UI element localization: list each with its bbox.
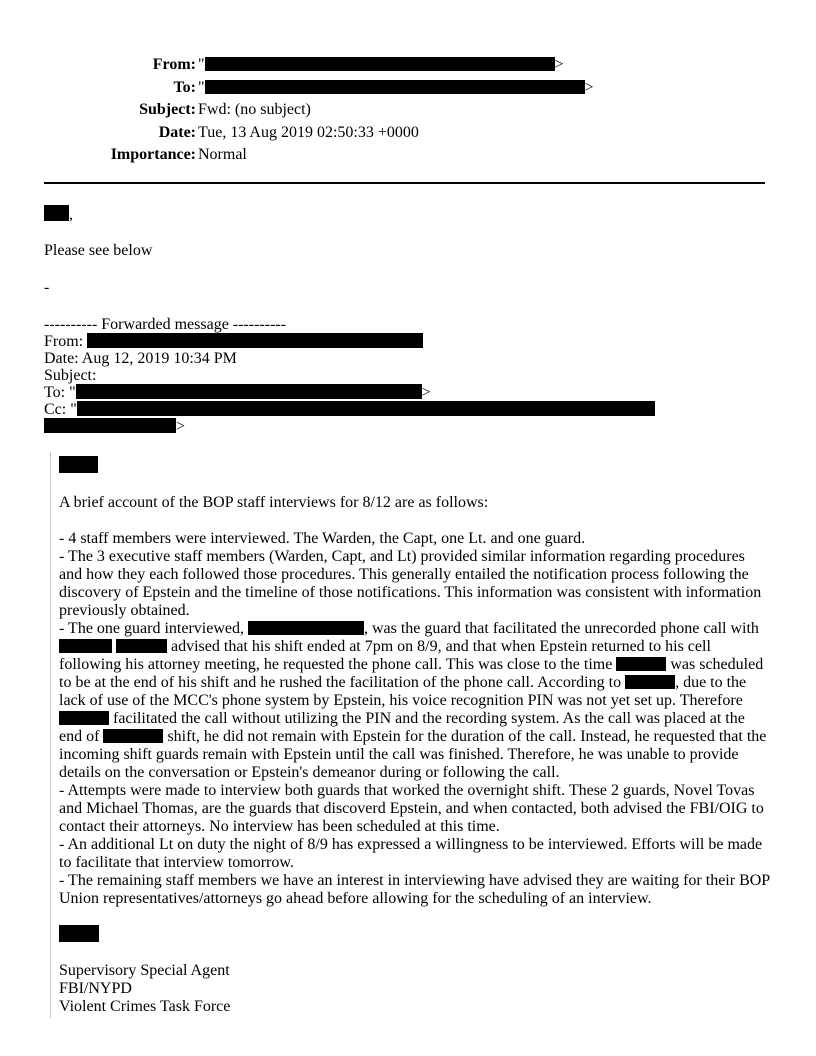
redaction-box — [59, 456, 98, 473]
redaction-box — [59, 711, 109, 725]
importance-value: Normal — [198, 146, 247, 163]
bullet-additional-lt: - An additional Lt on duty the night of 8/9 has expressed a willingness to be interviewed. Efforts will be made to facilitate that interview tomorrow. — [59, 836, 763, 871]
forwarded-from-line: From: — [44, 333, 423, 351]
signature-title: Supervisory Special Agent — [59, 962, 230, 979]
redaction-box — [205, 57, 555, 71]
quote-bar — [50, 452, 51, 1018]
bullet-remaining-staff: - The remaining staff members we have an interest in interviewing have advised they are waiting for their BOP Union representatives/attorneys go ahead before allowing for the scheduling of an interview. — [59, 872, 770, 907]
bullet-executive-staff: - The 3 executive staff members (Warden, Capt, and Lt) provided similar information regarding procedures and how they each followed those procedures. This generally entailed the notification process following the discovery of Epstein and the timeline of those notifications. This information was consistent with information previously obtained. — [59, 548, 762, 619]
dash-line: - — [44, 279, 50, 296]
redaction-box — [76, 384, 422, 399]
signature-org: FBI/NYPD — [59, 980, 132, 997]
forwarded-cc-continuation: > — [44, 418, 185, 436]
redaction-box — [205, 80, 585, 94]
redaction-box — [248, 621, 364, 635]
message-intro: A brief account of the BOP staff interviews for 8/12 are as follows: — [59, 494, 489, 511]
redaction-box — [59, 925, 99, 942]
bullet-staff-count: - 4 staff members were interviewed. The Warden, the Capt, one Lt. and one guard. — [59, 530, 586, 547]
subject-label: Subject: — [139, 101, 196, 118]
header-divider — [44, 182, 765, 184]
date-label: Date: — [158, 123, 196, 141]
intro-text: Please see below — [44, 242, 153, 259]
importance-label: Importance: — [110, 146, 196, 163]
redaction-box — [103, 729, 163, 743]
signature-name — [59, 925, 771, 945]
signature-unit: Violent Crimes Task Force — [59, 998, 231, 1015]
header-subject-row — [0, 99, 816, 122]
redaction-box — [44, 205, 69, 221]
to-value: " > — [198, 78, 594, 96]
redaction-box — [625, 675, 675, 689]
bullet-overnight-guards: - Attempts were made to interview both guards that worked the overnight shift. These 2 guards, Novel Tovas and Michael Thomas, are the guards that discoverd Epstein, and when contacted, both advised the FBI/OIG to contact their attorneys. No interview has been scheduled at this time. — [59, 782, 764, 835]
forwarded-cc-line: Cc: " — [44, 401, 655, 419]
redaction-box — [616, 657, 666, 671]
header-date-row — [0, 122, 816, 145]
greeting: , — [44, 205, 73, 224]
redaction-box — [59, 639, 112, 653]
message-salutation — [59, 456, 771, 476]
date-value: Tue, 13 Aug 2019 02:50:33 +0000 — [198, 123, 419, 141]
forwarded-to-line: To: " > — [44, 384, 431, 401]
header-from-row — [0, 54, 816, 77]
bullet-guard-interview: - The one guard interviewed, , was the guard that facilitated the unrecorded phone call with advised that his shift ended at 7pm on 8/9, and that when Epstein returned to his cell following his attorney meeting, he requested the phone call. This was close to the time was scheduled to be at the end of his shift and he rushed the facilitation of the phone call. According to , due to the lack of use of the MCC's phone system by Epstein, his voice recognition PIN was not yet set up. Therefore facilitated the call without utilizing the PIN and the recording system. As the call was placed at the end of shift, he did not remain with Epstein for the duration of the call. Instead, he requested that the incoming shift guards remain with Epstein until the call was finished. Therefore, he was unable to provide details on the conversation or Epstein's demeanor during or following the call. — [59, 620, 767, 781]
from-label: From: — [152, 56, 196, 73]
subject-value: Fwd: (no subject) — [198, 101, 311, 118]
to-label: To: — [173, 78, 196, 96]
forwarded-marker: ---------- Forwarded message ---------- — [44, 316, 287, 333]
header-importance-row — [0, 144, 816, 167]
forwarded-subject-line: Subject: — [44, 367, 97, 384]
header-to-row — [0, 77, 816, 100]
redaction-box — [116, 639, 167, 653]
redaction-box — [87, 333, 423, 348]
redaction-box — [77, 401, 655, 416]
message-bullets — [59, 530, 771, 908]
forwarded-date-line: Date: Aug 12, 2019 10:34 PM — [44, 350, 237, 367]
redaction-box — [44, 418, 176, 433]
from-value: " > — [198, 56, 564, 73]
email-header — [0, 54, 816, 167]
